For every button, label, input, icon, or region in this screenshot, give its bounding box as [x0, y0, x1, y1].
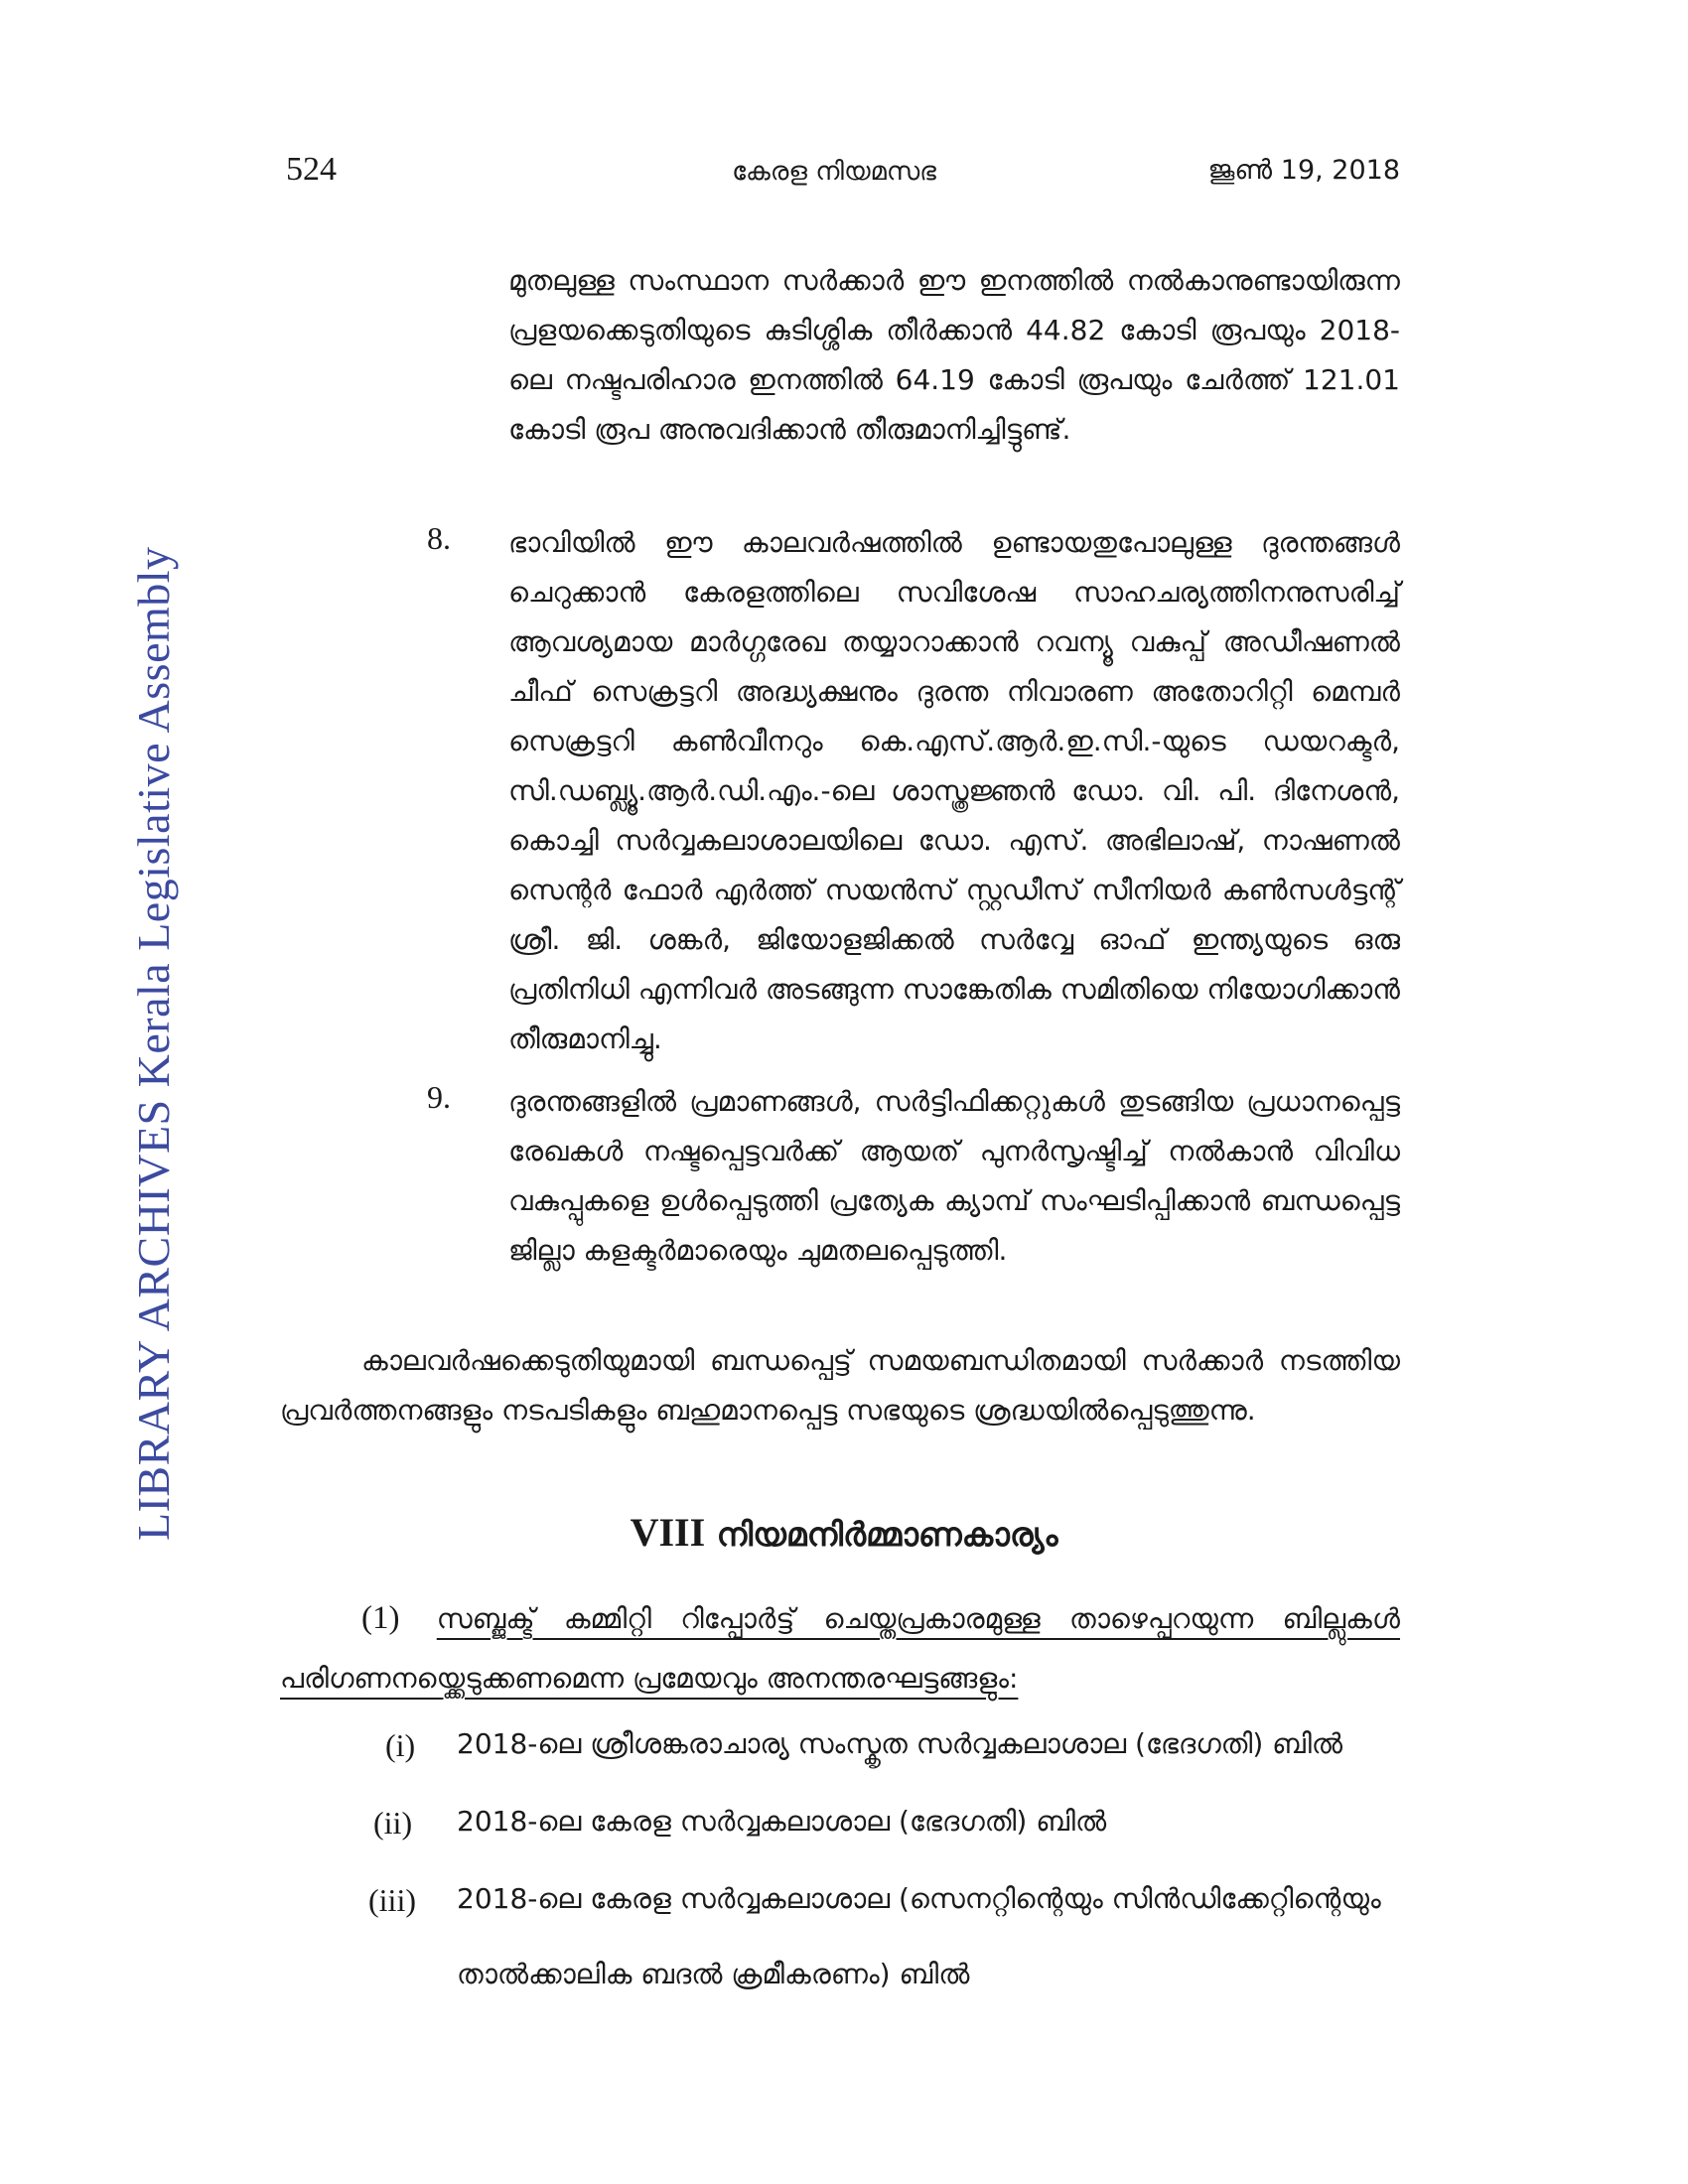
bill-title-continued: താൽക്കാലിക ബദൽ ക്രമീകരണം) ബിൽ: [457, 1958, 970, 1990]
bill-title: 2018-ലെ കേരള സർവ്വകലാശാല (സെനറ്റിന്റെയും സിൻഡിക്കേറ്റിന്റെയും: [457, 1882, 1381, 1915]
item-number: 9.: [427, 1079, 451, 1115]
page-number: 524: [286, 151, 337, 188]
bill-number: (ii): [373, 1805, 413, 1841]
bill-number: (iii): [368, 1882, 416, 1918]
item-text: ഭാവിയിൽ ഈ കാലവർഷത്തിൽ ഉണ്ടായതുപോലുള്ള ദുരന്തങ്ങൾ ചെറുക്കാൻ കേരളത്തിലെ സവിശേഷ സാഹചര്യത്തിനനുസരിച്ച് ആവശ്യമായ മാർഗ്ഗരേഖ തയ്യാറാക്കാൻ റവന്യൂ വകുപ്പ് അഡീഷണൽ ചീഫ് സെക്രട്ടറി അദ്ധ്യക്ഷനും ദുരന്ത നിവാരണ അതോറിറ്റി മെമ്പർ സെക്രട്ടറി കൺവീനറും കെ.എസ്.ആർ.ഇ.സി.-യുടെ ഡയറക്ടർ, സി.ഡബ്ല്യൂ.ആർ.ഡി.എം.-ലെ ശാസ്ത്രജ്ഞൻ ഡോ. വി. പി. ദിനേശൻ, കൊച്ചി സർവ്വകലാശാലയിലെ ഡോ. എസ്. അഭിലാഷ്, നാഷണൽ സെന്റർ ഫോർ എർത്ത് സയൻസ് സ്റ്റഡീസ് സീനിയർ കൺസൾട്ടന്റ് ശ്രീ. ജി. ശങ്കർ, ജിയോളജിക്കൽ സർവ്വേ ഓഫ് ഇന്ത്യയുടെ ഒരു പ്രതിനിധി എന്നിവർ അടങ്ങുന്ന സാങ്കേതിക സമിതിയെ നിയോഗിക്കാൻ തീരുമാനിച്ചു.: [508, 526, 1400, 1055]
closing-paragraph: കാലവർഷക്കെടുതിയുമായി ബന്ധപ്പെട്ട് സമയബന്ധിതമായി സർക്കാർ നടത്തിയ പ്രവർത്തനങ്ങളും നടപടികളും ബഹുമാനപ്പെട്ട സഭയുടെ ശ്രദ്ധയിൽപ്പെടുത്തുന്നു.: [280, 1344, 1400, 1427]
subsection-heading: [280, 1588, 1400, 1708]
continued-paragraph: മുതലുള്ള സംസ്ഥാന സർക്കാർ ഈ ഇനത്തിൽ നൽകാനുണ്ടായിരുന്ന പ്രളയക്കെടുതിയുടെ കുടിശ്ശിക തീർക്കാൻ 44.82 കോടി രൂപയും 2018-ലെ നഷ്ടപരിഹാര ഇനത്തിൽ 64.19 കോടി രൂപയും ചേർത്ത് 121.01 കോടി രൂപ അനുവദിക്കാൻ തീരുമാനിച്ചിട്ടുണ്ട്.: [508, 264, 1400, 446]
subsection-text: സബ്ജക്ട് കമ്മിറ്റി റിപ്പോർട്ട് ചെയ്തപ്രകാരമുള്ള താഴെപ്പറയുന്ന ബില്ലുകൾ പരിഗണനയ്ക്കെടുക്കണമെന്ന പ്രമേയവും അനന്തരഘട്ടങ്ങളും:: [280, 1602, 1400, 1695]
archive-watermark: LIBRARY ARCHIVES Kerala Legislative Assembly: [128, 546, 179, 1541]
subsection-number: (1): [361, 1600, 400, 1636]
item-number: 8.: [427, 520, 451, 556]
section-title: നിയമനിർമ്മാണകാര്യം: [716, 1515, 1058, 1554]
bill-title: 2018-ലെ ശ്രീശങ്കരാചാര്യ സംസ്കൃത സർവ്വകലാശാല (ഭേദഗതി) ബിൽ: [457, 1727, 1343, 1760]
item-text: ദുരന്തങ്ങളിൽ പ്രമാണങ്ങൾ, സർട്ടിഫിക്കറ്റുകൾ തുടങ്ങിയ പ്രധാനപ്പെട്ട രേഖകൾ നഷ്ടപ്പെട്ടവർക്ക് ആയത് പുനർസൃഷ്ടിച്ച് നൽകാൻ വിവിധ വകുപ്പുകളെ ഉൾപ്പെടുത്തി പ്രത്യേക ക്യാമ്പ് സംഘടിപ്പിക്കാൻ ബന്ധപ്പെട്ട ജില്ലാ കളക്ടർമാരെയും ചുമതലപ്പെടുത്തി.: [508, 1085, 1400, 1267]
bill-number: (i): [385, 1727, 416, 1763]
section-heading: [0, 1509, 1688, 1556]
running-header-date: ജൂൺ 19, 2018: [1207, 155, 1400, 186]
running-header-title: കേരള നിയമസഭ: [732, 157, 936, 187]
section-roman-numeral: VIII: [630, 1510, 706, 1555]
bill-title: 2018-ലെ കേരള സർവ്വകലാശാല (ഭേദഗതി) ബിൽ: [457, 1805, 1107, 1838]
